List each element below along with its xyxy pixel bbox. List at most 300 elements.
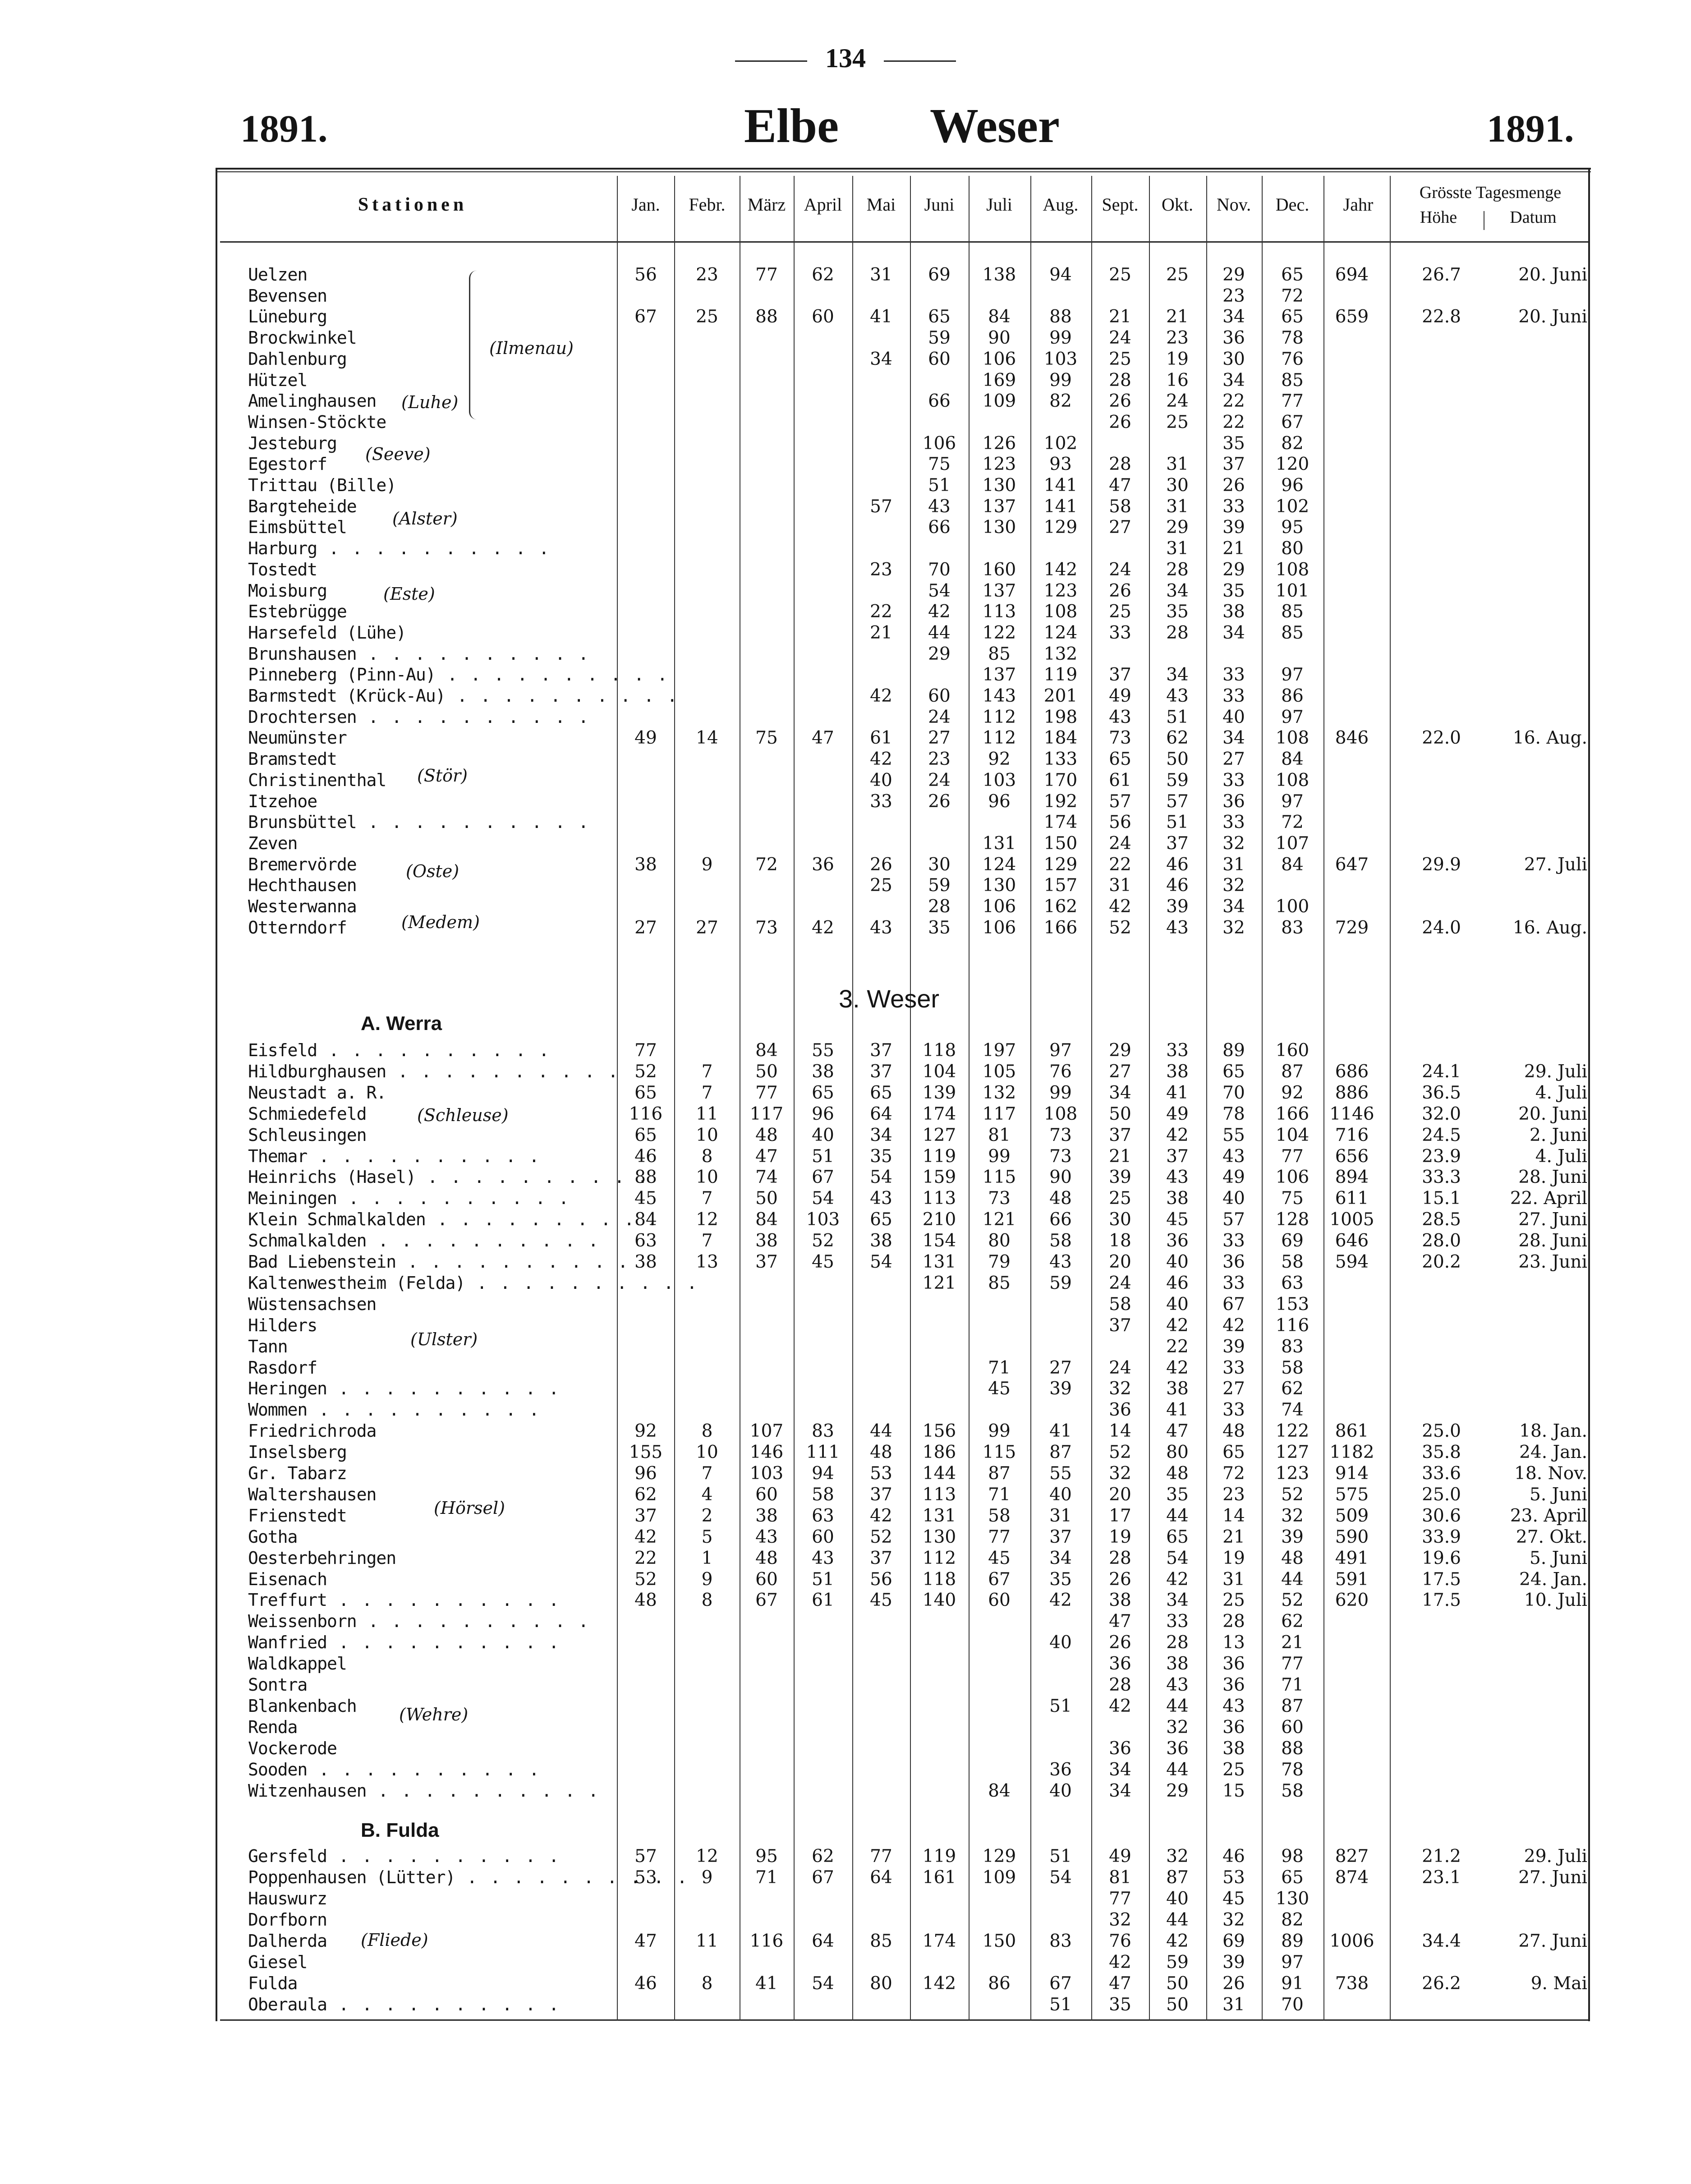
cell-month: 87 bbox=[1281, 1061, 1304, 1082]
cell-datum: 27. Okt. bbox=[1516, 1527, 1587, 1547]
cell-month: 155 bbox=[629, 1442, 663, 1463]
cell-datum: 18. Jan. bbox=[1519, 1421, 1587, 1442]
cell-month: 41 bbox=[1166, 1400, 1189, 1421]
cell-month: 84 bbox=[988, 1780, 1011, 1801]
cell-month: 22 bbox=[870, 602, 892, 622]
cell-month: 54 bbox=[812, 1188, 834, 1209]
cell-jahr: 846 bbox=[1335, 728, 1369, 749]
cell-jahr: 914 bbox=[1335, 1463, 1369, 1484]
cell-datum: 9. Mai bbox=[1530, 1973, 1587, 1994]
cell-month: 131 bbox=[922, 1252, 956, 1272]
cell-month: 27 bbox=[1222, 1379, 1245, 1399]
cell-month: 60 bbox=[928, 349, 951, 369]
cell-hoehe: 36.5 bbox=[1422, 1082, 1461, 1103]
cell-month: 11 bbox=[696, 1103, 718, 1124]
cell-hoehe: 24.0 bbox=[1422, 917, 1461, 938]
cell-month: 73 bbox=[988, 1188, 1011, 1209]
cell-month: 44 bbox=[1166, 1910, 1189, 1930]
cell-month: 34 bbox=[1166, 1590, 1189, 1611]
cell-jahr: 575 bbox=[1335, 1484, 1369, 1505]
cell-month: 197 bbox=[982, 1040, 1016, 1061]
cell-month: 36 bbox=[1166, 1231, 1189, 1251]
cell-month: 99 bbox=[1049, 370, 1072, 391]
table-row bbox=[0, 1358, 1691, 1379]
station-name: Otterndorf bbox=[248, 917, 347, 938]
table-row bbox=[0, 1781, 1691, 1802]
table-row bbox=[0, 433, 1691, 455]
cell-month: 46 bbox=[634, 1973, 657, 1994]
group-ilmenau: (Ilmenau) bbox=[489, 338, 574, 358]
cell-month: 24 bbox=[1109, 1357, 1131, 1378]
cell-month: 31 bbox=[1109, 875, 1131, 896]
cell-month: 29 bbox=[928, 644, 951, 664]
cell-month: 43 bbox=[870, 1188, 892, 1209]
station-name: Moisburg bbox=[248, 580, 327, 601]
cell-month: 88 bbox=[1281, 1738, 1304, 1759]
station-name: Hützel bbox=[248, 370, 308, 390]
table-row bbox=[0, 1995, 1691, 2016]
header-month: Febr. bbox=[689, 194, 726, 215]
table-row bbox=[0, 286, 1691, 307]
cell-month: 186 bbox=[922, 1442, 956, 1463]
cell-month: 99 bbox=[1049, 328, 1072, 349]
cell-month: 23 bbox=[870, 559, 892, 580]
station-name: Eimsbüttel bbox=[248, 517, 347, 538]
cell-month: 44 bbox=[928, 622, 951, 643]
table-row bbox=[0, 1973, 1691, 1995]
cell-datum: 27. Juli bbox=[1524, 854, 1587, 875]
cell-month: 5 bbox=[701, 1527, 713, 1547]
cell-month: 41 bbox=[1166, 1082, 1189, 1103]
cell-month: 116 bbox=[1275, 1315, 1310, 1336]
cell-month: 58 bbox=[812, 1484, 834, 1505]
cell-hoehe: 30.6 bbox=[1422, 1505, 1461, 1526]
table-row bbox=[0, 1125, 1691, 1146]
cell-month: 37 bbox=[1222, 454, 1245, 475]
station-name: Neustadt a. R. bbox=[248, 1082, 386, 1103]
cell-month: 8 bbox=[701, 1421, 713, 1442]
group-fliede: (Fliede) bbox=[361, 1930, 428, 1950]
cell-month: 21 bbox=[1109, 307, 1131, 327]
cell-month: 61 bbox=[812, 1590, 834, 1611]
cell-jahr: 738 bbox=[1335, 1973, 1369, 1994]
cell-month: 46 bbox=[1222, 1846, 1245, 1867]
cell-month: 46 bbox=[1166, 854, 1189, 875]
station-name: Brunshausen . . . bbox=[248, 644, 590, 664]
group-oste: (Oste) bbox=[406, 861, 460, 881]
cell-jahr: 491 bbox=[1335, 1548, 1369, 1568]
cell-month: 30 bbox=[928, 854, 951, 875]
cell-month: 54 bbox=[870, 1252, 892, 1272]
cell-month: 53 bbox=[870, 1463, 892, 1484]
header-hoehe: Höhe bbox=[1420, 208, 1457, 227]
cell-month: 36 bbox=[1222, 1654, 1245, 1674]
cell-month: 127 bbox=[1275, 1442, 1310, 1463]
cell-month: 115 bbox=[982, 1442, 1016, 1463]
table-row bbox=[0, 497, 1691, 518]
cell-month: 42 bbox=[1166, 1569, 1189, 1590]
cell-month: 99 bbox=[988, 1421, 1011, 1442]
station-name: Schleusingen bbox=[248, 1125, 367, 1145]
cell-month: 60 bbox=[755, 1484, 778, 1505]
cell-month: 37 bbox=[634, 1505, 657, 1526]
cell-month: 49 bbox=[1222, 1167, 1245, 1188]
station-name: Tostedt bbox=[248, 559, 317, 579]
cell-month: 47 bbox=[1109, 475, 1131, 496]
cell-month: 35 bbox=[1222, 433, 1245, 454]
station-name: Sooden . . . bbox=[248, 1760, 541, 1779]
cell-month: 47 bbox=[755, 1146, 778, 1167]
cell-month: 52 bbox=[1281, 1484, 1304, 1505]
cell-month: 32 bbox=[1222, 833, 1245, 854]
cell-month: 14 bbox=[696, 728, 718, 749]
station-name: Bargteheide bbox=[248, 496, 357, 516]
cell-month: 67 bbox=[1049, 1973, 1072, 1994]
cell-month: 39 bbox=[1281, 1527, 1304, 1547]
table-row bbox=[0, 1931, 1691, 1952]
cell-month: 87 bbox=[1166, 1867, 1189, 1888]
table-row bbox=[0, 307, 1691, 328]
cell-month: 91 bbox=[1281, 1973, 1304, 1994]
table-row bbox=[0, 1760, 1691, 1781]
cell-month: 106 bbox=[1275, 1167, 1310, 1188]
cell-month: 65 bbox=[1222, 1061, 1245, 1082]
station-name: Bevensen bbox=[248, 285, 327, 306]
cell-month: 108 bbox=[1275, 728, 1310, 749]
cell-month: 40 bbox=[1166, 1889, 1189, 1909]
cell-datum: 27. Juni bbox=[1518, 1867, 1587, 1888]
cell-month: 65 bbox=[1222, 1442, 1245, 1463]
cell-month: 43 bbox=[1166, 686, 1189, 706]
cell-month: 30 bbox=[1109, 1209, 1131, 1230]
cell-jahr: 827 bbox=[1335, 1846, 1369, 1867]
station-name: Inselsberg bbox=[248, 1442, 347, 1462]
cell-month: 36 bbox=[1222, 328, 1245, 349]
cell-month: 42 bbox=[1166, 1125, 1189, 1145]
cell-month: 81 bbox=[988, 1125, 1011, 1145]
cell-month: 112 bbox=[922, 1548, 956, 1568]
table-row bbox=[0, 1209, 1691, 1231]
station-name: Hechthausen bbox=[248, 875, 357, 896]
station-name: Schmalkalden . . . bbox=[248, 1231, 600, 1251]
station-name: Vockerode bbox=[248, 1738, 337, 1758]
cell-month: 28 bbox=[928, 897, 951, 917]
cell-datum: 24. Jan. bbox=[1519, 1442, 1587, 1463]
cell-month: 92 bbox=[988, 749, 1011, 770]
cell-month: 30 bbox=[1222, 349, 1245, 369]
group-wehre: (Wehre) bbox=[399, 1705, 469, 1724]
cell-month: 62 bbox=[1281, 1379, 1304, 1399]
cell-month: 23 bbox=[1222, 285, 1245, 306]
station-name: Trittau (Bille) bbox=[248, 475, 396, 495]
cell-month: 74 bbox=[755, 1167, 778, 1188]
table-row bbox=[0, 538, 1691, 560]
cell-month: 35 bbox=[1049, 1569, 1072, 1590]
cell-month: 48 bbox=[634, 1590, 657, 1611]
cell-month: 131 bbox=[922, 1505, 956, 1526]
cell-month: 118 bbox=[922, 1040, 956, 1061]
cell-month: 65 bbox=[928, 307, 951, 327]
cell-month: 15 bbox=[1222, 1780, 1245, 1801]
cell-month: 130 bbox=[982, 875, 1016, 896]
cell-month: 34 bbox=[1109, 1759, 1131, 1780]
cell-month: 47 bbox=[1109, 1973, 1131, 1994]
cell-month: 20 bbox=[1109, 1484, 1131, 1505]
cell-hoehe: 28.0 bbox=[1422, 1231, 1461, 1251]
cell-month: 27 bbox=[928, 728, 951, 749]
cell-month: 55 bbox=[1222, 1125, 1245, 1145]
cell-month: 23 bbox=[696, 265, 718, 285]
station-name: Waltershausen bbox=[248, 1484, 377, 1504]
table-row bbox=[0, 1846, 1691, 1867]
cell-month: 40 bbox=[870, 770, 892, 791]
cell-month: 37 bbox=[1109, 1315, 1131, 1336]
cell-month: 108 bbox=[1043, 1103, 1078, 1124]
table-row bbox=[0, 1867, 1691, 1889]
cell-month: 85 bbox=[1281, 622, 1304, 643]
cell-month: 37 bbox=[1109, 1125, 1131, 1145]
cell-month: 24 bbox=[1166, 391, 1189, 412]
station-name: Meiningen . . . bbox=[248, 1188, 570, 1208]
station-name: Gotha bbox=[248, 1527, 298, 1547]
header-stationen: Stationen bbox=[358, 194, 468, 215]
cell-month: 41 bbox=[870, 307, 892, 327]
cell-month: 174 bbox=[922, 1931, 956, 1951]
cell-month: 34 bbox=[1222, 622, 1245, 643]
cell-month: 21 bbox=[1222, 538, 1245, 559]
group-ulster: (Ulster) bbox=[410, 1329, 478, 1349]
cell-month: 21 bbox=[870, 622, 892, 643]
table-row bbox=[0, 1717, 1691, 1738]
cell-month: 32 bbox=[1109, 1463, 1131, 1484]
station-name: Westerwanna bbox=[248, 897, 357, 916]
cell-hoehe: 26.7 bbox=[1422, 265, 1461, 285]
year-right: 1891. bbox=[1487, 107, 1574, 150]
cell-month: 97 bbox=[1281, 1952, 1304, 1972]
cell-month: 157 bbox=[1043, 875, 1078, 896]
cell-month: 34 bbox=[1222, 728, 1245, 749]
station-name: Hilders bbox=[248, 1315, 317, 1335]
table-row bbox=[0, 349, 1691, 370]
cell-month: 119 bbox=[922, 1146, 956, 1167]
cell-month: 34 bbox=[1166, 665, 1189, 685]
cell-month: 36 bbox=[1049, 1759, 1072, 1780]
station-name: Amelinghausen bbox=[248, 391, 377, 411]
cell-month: 34 bbox=[1222, 897, 1245, 917]
cell-month: 117 bbox=[982, 1103, 1016, 1124]
cell-month: 38 bbox=[634, 1252, 657, 1272]
cell-month: 26 bbox=[1222, 475, 1245, 496]
station-name: Winsen-Stöckte bbox=[248, 412, 386, 432]
cell-month: 162 bbox=[1043, 897, 1078, 917]
cell-jahr: 694 bbox=[1335, 265, 1369, 285]
cell-month: 42 bbox=[870, 686, 892, 706]
cell-month: 104 bbox=[1275, 1125, 1310, 1145]
cell-month: 101 bbox=[1275, 580, 1310, 601]
cell-month: 43 bbox=[1166, 917, 1189, 938]
cell-month: 67 bbox=[755, 1590, 778, 1611]
cell-month: 54 bbox=[870, 1167, 892, 1188]
cell-month: 8 bbox=[701, 1146, 713, 1167]
cell-month: 32 bbox=[1222, 917, 1245, 938]
cell-month: 56 bbox=[634, 265, 657, 285]
cell-month: 137 bbox=[982, 496, 1016, 517]
cell-month: 34 bbox=[1109, 1780, 1131, 1801]
cell-month: 24 bbox=[1109, 833, 1131, 854]
cell-datum: 4. Juli bbox=[1535, 1146, 1587, 1167]
cell-month: 87 bbox=[1049, 1442, 1072, 1463]
cell-month: 45 bbox=[812, 1252, 834, 1272]
cell-month: 26 bbox=[870, 854, 892, 875]
cell-month: 33 bbox=[1222, 665, 1245, 685]
cell-month: 83 bbox=[1281, 917, 1304, 938]
cell-month: 42 bbox=[1109, 897, 1131, 917]
station-name: Drochtersen . . . bbox=[248, 707, 590, 727]
station-name: Zeven bbox=[248, 833, 298, 853]
cell-hoehe: 23.1 bbox=[1422, 1867, 1461, 1888]
cell-month: 25 bbox=[1109, 1188, 1131, 1209]
cell-month: 37 bbox=[1166, 1146, 1189, 1167]
cell-month: 44 bbox=[1166, 1696, 1189, 1716]
cell-month: 50 bbox=[1109, 1103, 1131, 1124]
table-row bbox=[0, 665, 1691, 686]
table-row bbox=[0, 1167, 1691, 1188]
cell-month: 25 bbox=[1222, 1759, 1245, 1780]
cell-month: 123 bbox=[982, 454, 1016, 475]
cell-month: 48 bbox=[1049, 1188, 1072, 1209]
cell-month: 72 bbox=[1281, 285, 1304, 306]
cell-month: 52 bbox=[870, 1527, 892, 1547]
station-name: Egestorf bbox=[248, 454, 327, 474]
cell-month: 63 bbox=[634, 1231, 657, 1251]
cell-month: 31 bbox=[1222, 1569, 1245, 1590]
cell-jahr: 611 bbox=[1335, 1188, 1369, 1209]
cell-month: 45 bbox=[1222, 1889, 1245, 1909]
cell-month: 88 bbox=[634, 1167, 657, 1188]
cell-month: 109 bbox=[982, 391, 1016, 412]
cell-month: 59 bbox=[1166, 1952, 1189, 1972]
cell-month: 28 bbox=[1109, 1675, 1131, 1695]
cell-month: 129 bbox=[982, 1846, 1016, 1867]
cell-month: 35 bbox=[1222, 580, 1245, 601]
cell-month: 73 bbox=[1049, 1125, 1072, 1145]
cell-month: 11 bbox=[696, 1931, 718, 1951]
cell-jahr: 646 bbox=[1335, 1231, 1369, 1251]
cell-month: 78 bbox=[1281, 1759, 1304, 1780]
cell-month: 129 bbox=[1043, 854, 1078, 875]
cell-month: 10 bbox=[696, 1167, 718, 1188]
cell-month: 132 bbox=[982, 1082, 1016, 1103]
cell-month: 7 bbox=[701, 1463, 713, 1484]
station-name: Sontra bbox=[248, 1675, 308, 1695]
cell-month: 97 bbox=[1281, 791, 1304, 812]
cell-month: 35 bbox=[1166, 1484, 1189, 1505]
cell-month: 113 bbox=[982, 602, 1016, 622]
cell-datum: 27. Juni bbox=[1518, 1209, 1587, 1230]
cell-month: 65 bbox=[870, 1209, 892, 1230]
cell-month: 52 bbox=[1109, 917, 1131, 938]
cell-month: 34 bbox=[870, 1125, 892, 1145]
cell-month: 116 bbox=[749, 1931, 784, 1951]
cell-month: 103 bbox=[982, 770, 1016, 791]
cell-month: 80 bbox=[988, 1231, 1011, 1251]
table-row bbox=[0, 1611, 1691, 1632]
cell-month: 159 bbox=[922, 1167, 956, 1188]
station-name: Wanfried . . . bbox=[248, 1632, 561, 1652]
cell-month: 123 bbox=[1043, 580, 1078, 601]
cell-month: 37 bbox=[1049, 1527, 1072, 1547]
table-row bbox=[0, 728, 1691, 749]
cell-jahr: 590 bbox=[1335, 1527, 1369, 1547]
cell-month: 58 bbox=[1281, 1357, 1304, 1378]
table-row bbox=[0, 1188, 1691, 1209]
cell-month: 77 bbox=[755, 1082, 778, 1103]
cell-month: 58 bbox=[1109, 496, 1131, 517]
cell-month: 84 bbox=[988, 307, 1011, 327]
cell-month: 12 bbox=[696, 1209, 718, 1230]
cell-hoehe: 20.2 bbox=[1422, 1252, 1461, 1272]
cell-month: 45 bbox=[988, 1379, 1011, 1399]
cell-month: 12 bbox=[696, 1846, 718, 1867]
cell-month: 48 bbox=[870, 1442, 892, 1463]
cell-month: 32 bbox=[1222, 875, 1245, 896]
station-name: Weissenborn . . . bbox=[248, 1611, 590, 1631]
cell-month: 33 bbox=[1109, 622, 1131, 643]
cell-month: 43 bbox=[1166, 1675, 1189, 1695]
cell-month: 7 bbox=[701, 1061, 713, 1082]
group-schleuse: (Schleuse) bbox=[417, 1105, 509, 1125]
table-row bbox=[0, 1952, 1691, 1973]
cell-month: 62 bbox=[1281, 1611, 1304, 1632]
cell-month: 77 bbox=[1281, 1654, 1304, 1674]
cell-month: 4 bbox=[701, 1484, 713, 1505]
station-name: Tann bbox=[248, 1336, 288, 1356]
cell-month: 29 bbox=[1166, 517, 1189, 538]
cell-month: 38 bbox=[1166, 1654, 1189, 1674]
cell-month: 54 bbox=[928, 580, 951, 601]
station-name: Blankenbach bbox=[248, 1696, 357, 1716]
cell-month: 71 bbox=[1281, 1675, 1304, 1695]
cell-month: 43 bbox=[1049, 1252, 1072, 1272]
cell-month: 31 bbox=[1222, 854, 1245, 875]
cell-month: 106 bbox=[982, 897, 1016, 917]
station-name: Witzenhausen . . . bbox=[248, 1781, 600, 1801]
cell-datum: 20. Juni bbox=[1518, 307, 1587, 327]
cell-month: 60 bbox=[988, 1590, 1011, 1611]
cell-month: 130 bbox=[982, 517, 1016, 538]
cell-month: 43 bbox=[1109, 707, 1131, 727]
cell-month: 67 bbox=[1222, 1294, 1245, 1315]
cell-month: 40 bbox=[812, 1125, 834, 1145]
cell-datum: 23. April bbox=[1510, 1505, 1587, 1526]
cell-jahr: 894 bbox=[1335, 1167, 1369, 1188]
cell-datum: 27. Juni bbox=[1518, 1931, 1587, 1951]
table-row bbox=[0, 1083, 1691, 1104]
cell-month: 42 bbox=[1166, 1931, 1189, 1951]
cell-month: 33 bbox=[1222, 686, 1245, 706]
table-row bbox=[0, 265, 1691, 286]
cell-month: 42 bbox=[812, 917, 834, 938]
section-werra: A. Werra bbox=[361, 1012, 442, 1035]
cell-month: 33 bbox=[1222, 1400, 1245, 1421]
table-row bbox=[0, 1527, 1691, 1548]
cell-month: 48 bbox=[1281, 1548, 1304, 1568]
cell-month: 7 bbox=[701, 1231, 713, 1251]
cell-month: 76 bbox=[1049, 1061, 1072, 1082]
cell-month: 35 bbox=[1109, 1995, 1131, 2015]
cell-month: 112 bbox=[982, 707, 1016, 727]
cell-month: 51 bbox=[1049, 1846, 1072, 1867]
